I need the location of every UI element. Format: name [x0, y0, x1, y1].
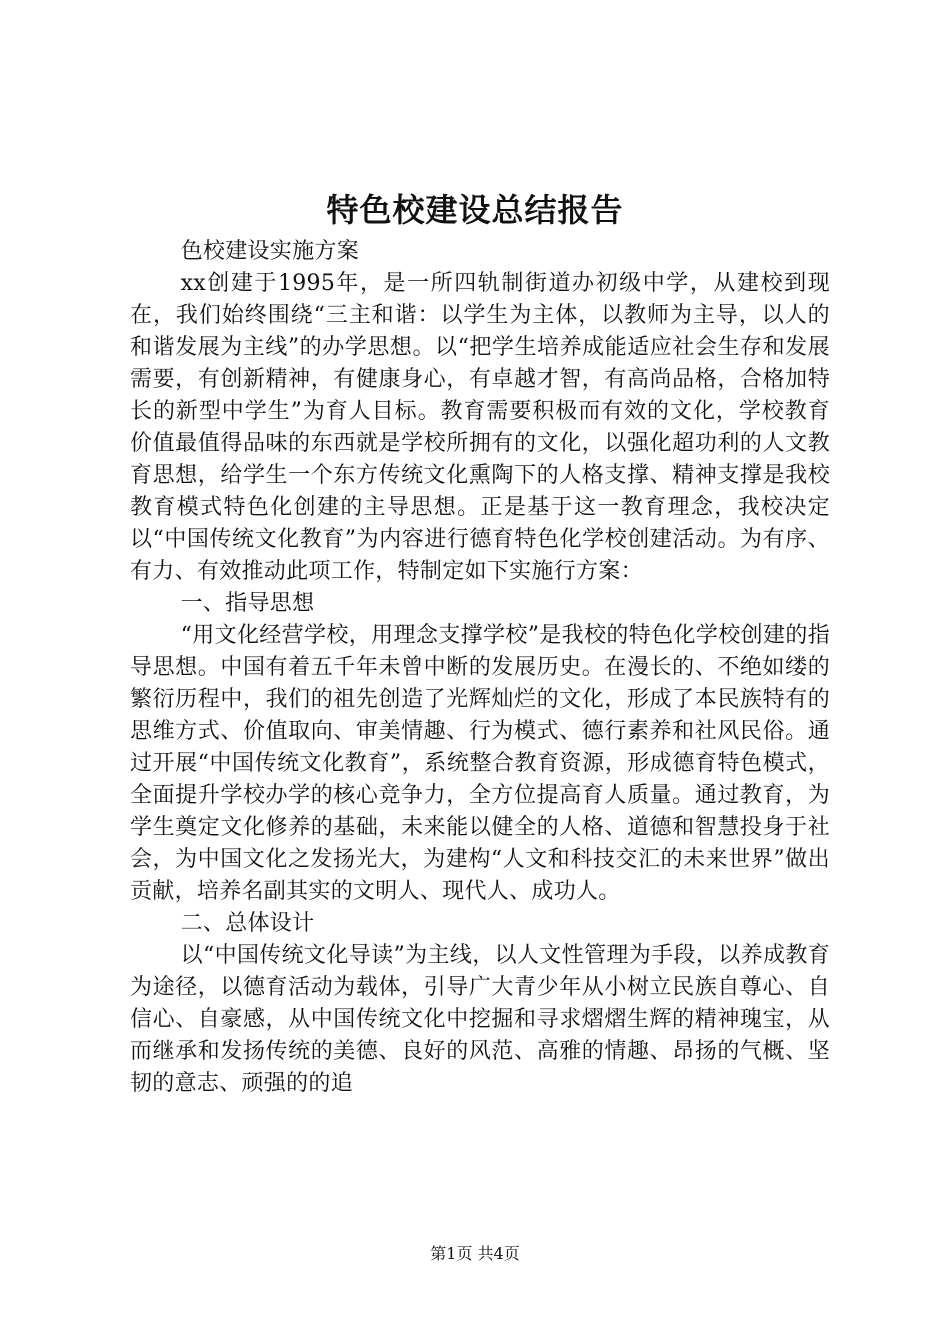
paragraph-intro: xx创建于1995年，是一所四轨制街道办初级中学，从建校到现在，我们始终围绕“三主和谐：以学生为主体，以教师为主导，以人的和谐发展为主线”的办学思想。以“把学生培养成能适应社会生存和发展需要，有创新精神，有健康身心，有卓越才智，有高尚品格，合格加特长的新型中学生”为育人目标。教育需要积极而有效的文化，学校教育价值最值得品味的东西就是学校所拥有的文化，以强化超功利的人文教育思想，给学生一个东方传统文化熏陶下的人格支撑、精神支撑是我校教育模式特色化创建的主导思想。正是基于这一教育理念，我校决定以“中国传统文化教育”为内容进行德育特色化学校创建活动。为有序、有力、有效推动此项工作，特制定如下实施行方案：: [130, 271, 830, 584]
section-heading-guiding-thought: 一、指导思想: [180, 591, 315, 616]
paragraph-overall-design: 以“中国传统文化导读”为主线，以人文性管理为手段，以养成教育为途径，以德育活动为载体，引导广大青少年从小树立民族自尊心、自信心、自豪感，从中国传统文化中挖掘和寻求熠熠生辉的精神瑰宝，从而继承和发扬传统的美德、良好的风范、高雅的情趣、昂扬的气概、坚韧的意志、顽强的的追: [130, 943, 830, 1096]
paragraph-guiding-thought: “用文化经营学校，用理念支撑学校”是我校的特色化学校创建的指导思想。中国有着五千年未曾中断的发展历史。在漫长的、不绝如缕的繁衍历程中，我们的祖先创造了光辉灿烂的文化，形成了本民族特有的思维方式、价值取向、审美情趣、行为模式、德行素养和社风民俗。通过开展“中国传统文化教育”，系统整合教育资源，形成德育特色模式，全面提升学校办学的核心竞争力，全方位提高育人质量。通过教育，为学生奠定文化修养的基础，未来能以健全的人格、道德和智慧投身于社会，为中国文化之发扬光大，为建构“人文和科技交汇的未来世界”做出贡献，培养名副其实的文明人、现代人、成功人。: [130, 623, 830, 904]
section-heading-plan: 色校建设实施方案: [180, 239, 359, 264]
section-heading-overall-design: 二、总体设计: [180, 911, 315, 936]
page-footer: 第1页 共4页: [430, 1244, 520, 1263]
document-body: [130, 236, 830, 1100]
document-title: 特色校建设总结报告: [326, 191, 624, 229]
